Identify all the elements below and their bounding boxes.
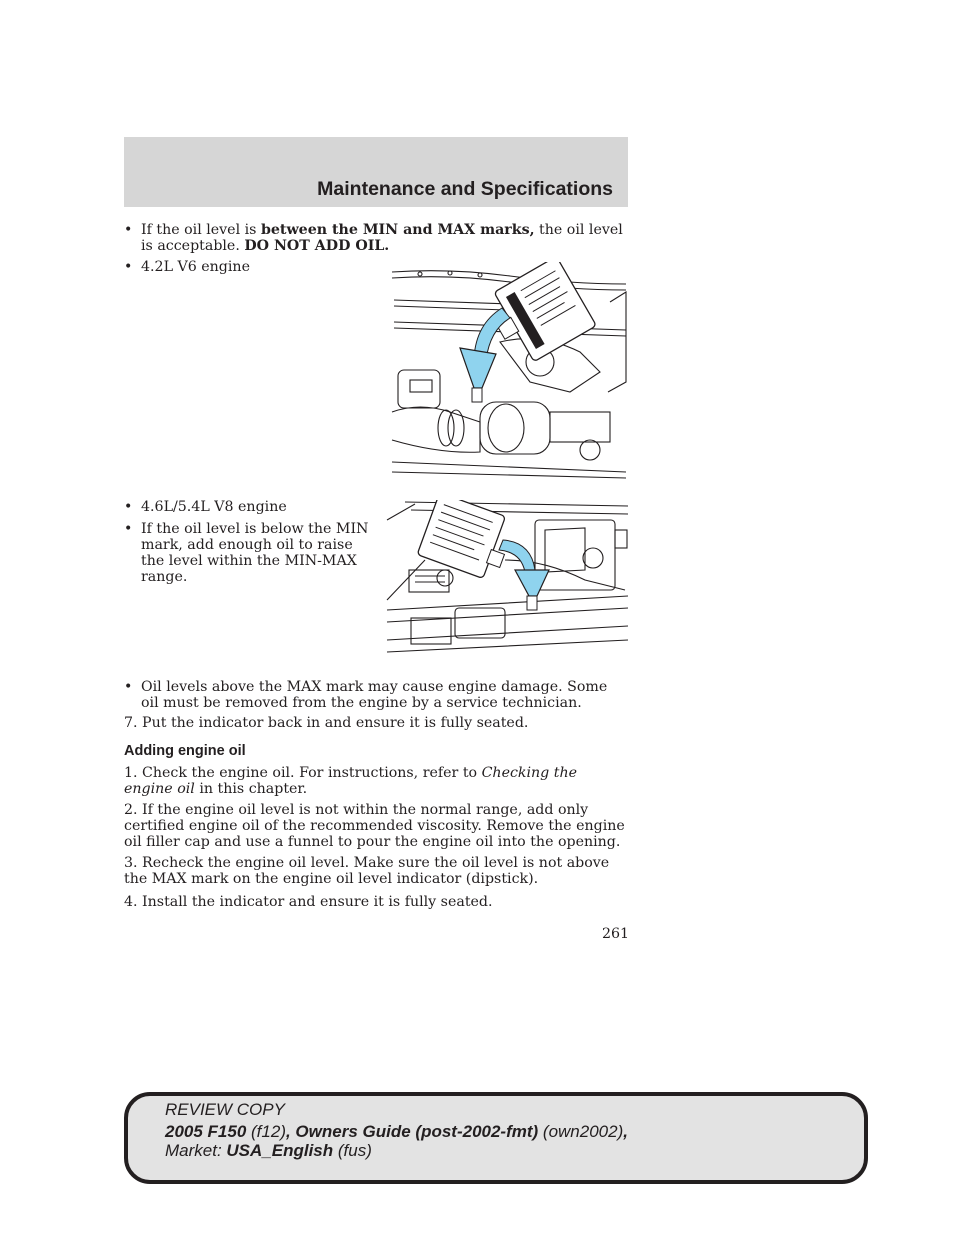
footer-line-1: REVIEW COPY — [165, 1100, 285, 1119]
bullet-dot: • — [124, 499, 133, 515]
bullet-v8-engine: • 4.6L/5.4L V8 engine — [124, 499, 287, 515]
step-2: 2. If the engine oil level is not within the normal range, add only certified engine oil of the recommended viscosity. Remove the engine oil filler cap and use a funnel to pour the engine oil into the opening. — [124, 802, 625, 850]
bullet-text: If the oil level is between the MIN and MAX marks, the oil level is acceptable. DO NOT ADD OIL. — [141, 222, 623, 254]
step-7: 7. Put the indicator back in and ensure it is fully seated. — [124, 715, 529, 731]
step-4: 4. Install the indicator and ensure it is fully seated. — [124, 894, 493, 910]
v6-oil-fill-illustration — [390, 262, 628, 480]
bullet-below-min: • If the oil level is below the MIN mark, add enough oil to raise the level within the MIN-MAX range. — [124, 521, 369, 585]
v8-oil-fill-illustration — [385, 500, 628, 662]
header-band — [124, 137, 628, 207]
footer-line-3: Market: USA_English (fus) — [165, 1141, 372, 1160]
step-1: 1. Check the engine oil. For instructions, refer to Checking the engine oil in this chapter. — [124, 765, 578, 797]
review-copy-footer — [124, 1092, 868, 1184]
cross-reference: Checking the engine oil — [124, 765, 578, 797]
bullet-dot: • — [124, 222, 133, 238]
bullet-above-max: • Oil levels above the MAX mark may cause engine damage. Some oil must be removed from the engine by a service technician. — [124, 679, 608, 711]
page-number: 261 — [602, 926, 630, 942]
bullet-dot: • — [124, 259, 133, 275]
bullet-dot: • — [124, 521, 133, 537]
bullet-oil-acceptable — [124, 222, 624, 254]
page-title: Maintenance and Specifications — [317, 178, 613, 200]
step-3: 3. Recheck the engine oil level. Make sure the oil level is not above the MAX mark on the engine oil level indicator (dipstick). — [124, 855, 610, 887]
footer-line-2: 2005 F150 (f12), Owners Guide (post-2002-fmt) (own2002), — [165, 1122, 628, 1141]
section-heading: Adding engine oil — [124, 743, 246, 759]
bullet-v6-engine: • 4.2L V6 engine — [124, 259, 250, 275]
bullet-dot: • — [124, 679, 133, 695]
